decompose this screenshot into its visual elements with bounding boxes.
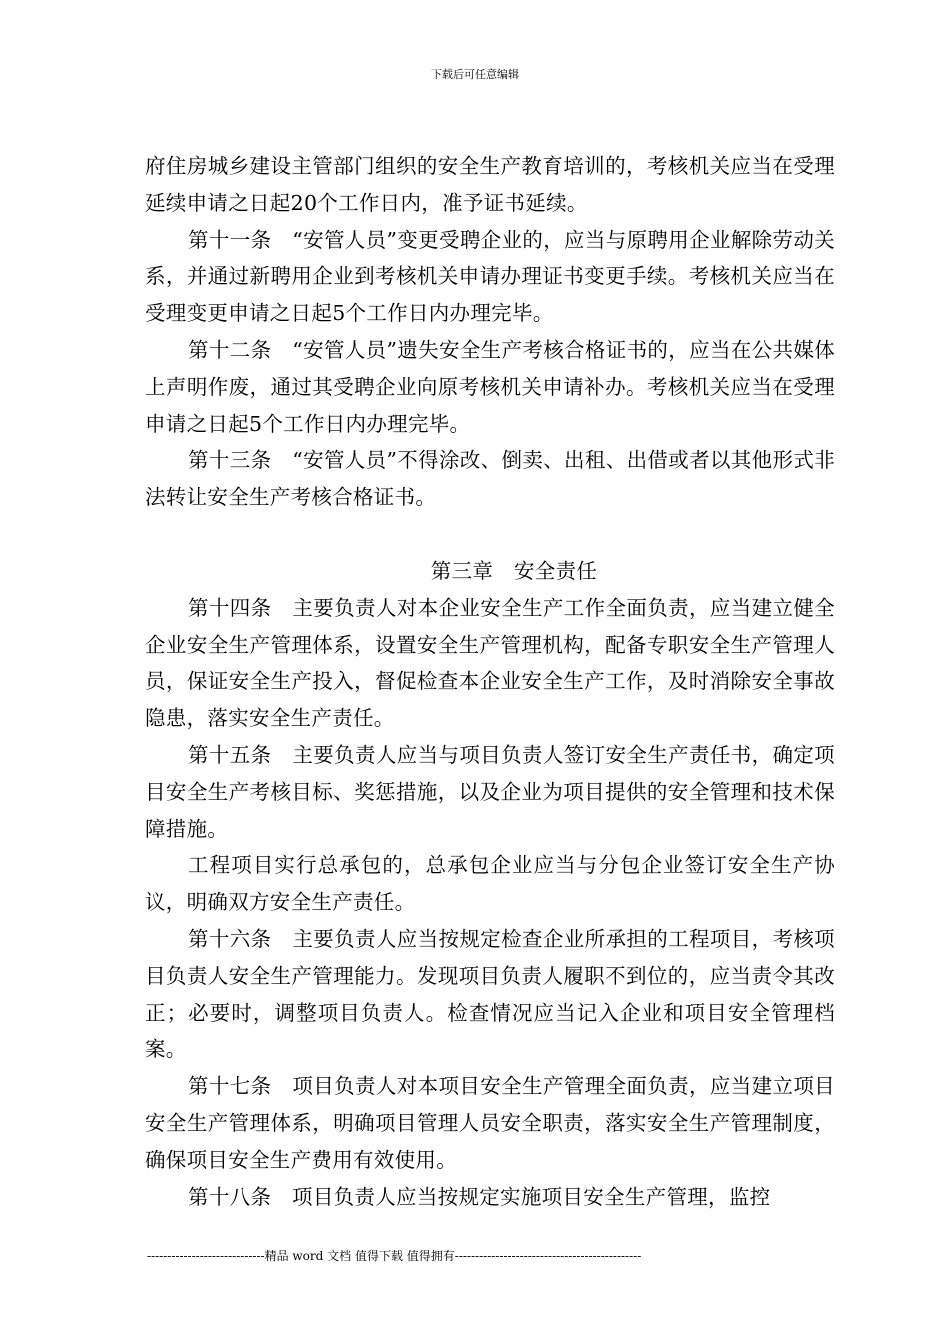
paragraph: 府住房城乡建设主管部门组织的安全生产教育培训的，考核机关应当在受理延续申请之日起20个工作日内，准予证书延续。	[145, 154, 835, 215]
paragraph-gap	[145, 516, 835, 553]
chapter-title: 第三章 安全责任	[430, 558, 598, 583]
paragraph: 工程项目实行总承包的，总承包企业应当与分包企业签订安全生产协议，明确双方安全生产责任。	[145, 853, 835, 915]
article-13: 第十三条 “安管人员”不得涂改、倒卖、出租、出借或者以其他形式非法转让安全生产考核合格证书。	[145, 448, 835, 510]
article-14: 第十四条 主要负责人对本企业安全生产工作全面负责，应当建立健全企业安全生产管理体系，设置安全生产管理机构，配备专职安全生产管理人员，保证安全生产投入，督促检查本企业安全生产工作，及时消除安全事故隐患，落实安全生产责任。	[145, 595, 835, 731]
header-note: 下载后可任意编辑	[431, 68, 519, 81]
article-18: 第十八条 项目负责人应当按规定实施项目安全生产管理，监控	[188, 1184, 771, 1209]
article-15: 第十五条 主要负责人应当与项目负责人签订安全生产责任书，确定项目安全生产考核目标、奖惩措施，以及企业为项目提供的安全管理和技术保障措施。	[145, 742, 835, 841]
article-11: 第十一条 “安管人员”变更受聘企业的，应当与原聘用企业解除劳动关系，并通过新聘用企业到考核机关申请办理证书变更手续。考核机关应当在受理变更申请之日起5个工作日内办理完毕。	[145, 227, 835, 326]
document-body	[145, 148, 835, 1215]
article-12: 第十二条 “安管人员”遗失安全生产考核合格证书的，应当在公共媒体上声明作废，通过其受聘企业向原考核机关申请补办。考核机关应当在受理申请之日起5个工作日内办理完毕。	[145, 337, 835, 436]
footer-note: -----------------------------精品 word 文档 值得下载 值得拥有----------------------------------------------	[147, 1249, 642, 1263]
article-16: 第十六条 主要负责人应当按规定检查企业所承担的工程项目，考核项目负责人安全生产管理能力。发现项目负责人履职不到位的，应当责令其改正；必要时，调整项目负责人。检查情况应当记入企业和项目安全管理档案。	[145, 926, 835, 1062]
article-17: 第十七条 项目负责人对本项目安全生产管理全面负责，应当建立项目安全生产管理体系，明确项目管理人员安全职责，落实安全生产管理制度，确保项目安全生产费用有效使用。	[145, 1074, 835, 1172]
